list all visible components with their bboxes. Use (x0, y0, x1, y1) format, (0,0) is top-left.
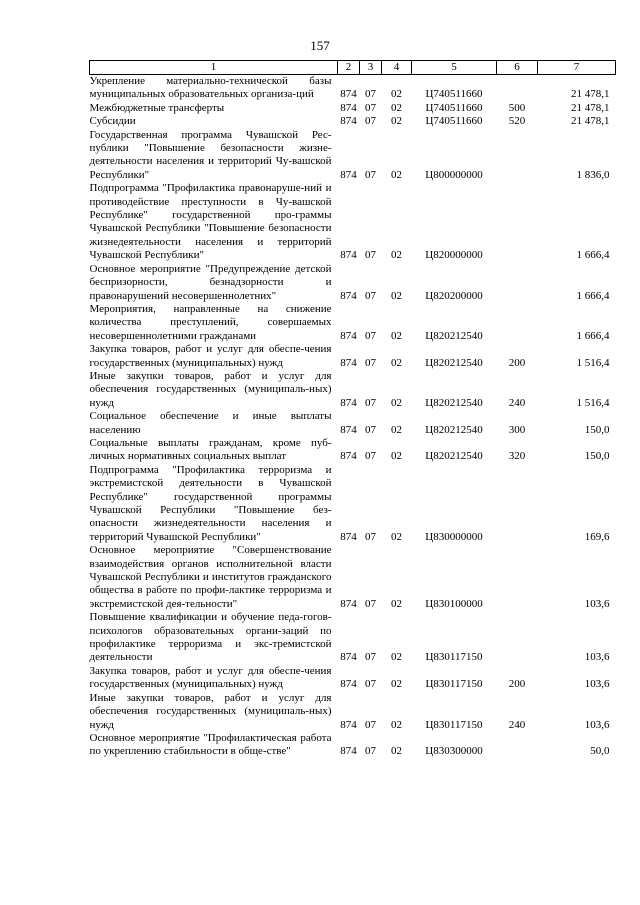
row-expense-type: 240 (508, 718, 526, 731)
row-target-article: Ц820212540 (425, 329, 483, 342)
row-name: Государственная программа Чувашской Рес-публики "Повышение безопасности жизне-деятельности населения и территорий Чу-вашской Республики" (89, 128, 332, 181)
row-name: Закупка товаров, работ и услуг для обеспе-чения государственных (муниципальных) нужд (89, 343, 332, 369)
table-row (90, 544, 616, 611)
row-section-code: 07 (365, 88, 376, 101)
row-subsection-code: 02 (391, 530, 402, 543)
row-name: Основное мероприятие "Профилактическая работа по укреплению стабильности в обще-стве" (89, 731, 332, 758)
row-section-code: 07 (365, 356, 376, 369)
row-section-code: 07 (365, 597, 376, 610)
row-amount: 169,6 (584, 530, 610, 543)
row-amount: 1 666,4 (576, 289, 610, 302)
column-header-1: 1 (90, 61, 338, 75)
table-header (90, 61, 616, 75)
table-row (90, 303, 616, 343)
column-header-5: 5 (412, 61, 497, 75)
row-amount: 21 478,1 (571, 101, 610, 114)
row-name: Закупка товаров, работ и услуг для обеспе-чения государственных (муниципальных) нужд (89, 664, 332, 691)
table-body (90, 75, 616, 759)
row-ministry-code: 874 (340, 651, 357, 664)
row-subsection-code: 02 (391, 718, 402, 731)
row-amount: 1 516,4 (576, 396, 610, 409)
row-expense-type (497, 544, 538, 611)
row-amount: 21 478,1 (571, 88, 610, 101)
row-target-article: Ц740511660 (425, 101, 483, 114)
row-subsection-code: 02 (391, 745, 402, 758)
row-subsection-code: 02 (391, 651, 402, 664)
row-target-article: Ц830100000 (425, 597, 483, 610)
row-ministry-code: 874 (340, 718, 357, 731)
row-section-code: 07 (365, 115, 376, 128)
row-target-article: Ц830117150 (425, 718, 483, 731)
row-subsection-code: 02 (391, 115, 402, 128)
row-ministry-code: 874 (340, 115, 357, 128)
row-expense-type: 200 (508, 356, 526, 369)
row-subsection-code: 02 (391, 450, 402, 463)
row-amount: 103,6 (584, 718, 610, 731)
table-row (90, 263, 616, 303)
column-header-2: 2 (338, 61, 360, 75)
row-expense-type (497, 303, 538, 343)
row-subsection-code: 02 (391, 88, 402, 101)
row-section-code: 07 (365, 168, 376, 181)
row-ministry-code: 874 (340, 289, 357, 302)
row-target-article: Ц800000000 (425, 168, 483, 181)
row-target-article: Ц740511660 (425, 115, 483, 128)
row-ministry-code: 874 (340, 678, 357, 691)
row-name: Подпрограмма "Профилактика правонаруше-ний и противодействие преступности в Чу-вашской Республике" государственной про-граммы Чувашской Республики "Повышение безопасности жизнедеятельности населения и территорий Чувашской Республики" (89, 182, 332, 262)
table-row (90, 692, 616, 732)
table-row (90, 464, 616, 544)
row-name: Подпрограмма "Профилактика терроризма и экстремистской деятельности в Чувашской Республике" государственной программы Чувашской Республики "Повышение без-опасности жизнедеятельности населения и территорий Чувашской Республики" (89, 463, 332, 543)
row-ministry-code: 874 (340, 168, 357, 181)
row-section-code: 07 (365, 450, 376, 463)
row-section-code: 07 (365, 289, 376, 302)
row-name: Социальное обеспечение и иные выплаты населению (89, 410, 332, 436)
column-header-7: 7 (538, 61, 616, 75)
row-section-code: 07 (365, 718, 376, 731)
row-target-article: Ц820212540 (425, 450, 483, 463)
row-name: Основное мероприятие "Предупреждение детской беспризорности, безнадзорности и правонарушений несовершеннолетних" (89, 262, 332, 302)
row-expense-type (497, 263, 538, 303)
table-row (90, 115, 616, 128)
row-expense-type: 300 (508, 423, 526, 436)
row-amount: 1 516,4 (576, 356, 610, 369)
row-target-article: Ц820212540 (425, 396, 483, 409)
row-expense-type: 520 (508, 115, 526, 128)
row-subsection-code: 02 (391, 423, 402, 436)
row-name: Субсидии (89, 115, 136, 128)
row-target-article: Ц830117150 (425, 678, 483, 691)
table-row (90, 129, 616, 183)
table-row (90, 370, 616, 410)
table-row (90, 665, 616, 692)
row-expense-type (497, 611, 538, 665)
row-ministry-code: 874 (340, 356, 357, 369)
row-ministry-code: 874 (340, 101, 357, 114)
row-amount: 103,6 (584, 597, 610, 610)
row-target-article: Ц820212540 (425, 423, 483, 436)
row-expense-type (497, 129, 538, 183)
row-section-code: 07 (365, 745, 376, 758)
row-target-article: Ц820200000 (425, 289, 483, 302)
row-subsection-code: 02 (391, 597, 402, 610)
row-section-code: 07 (365, 101, 376, 114)
table-row (90, 732, 616, 759)
row-target-article: Ц830300000 (425, 745, 483, 758)
row-section-code: 07 (365, 678, 376, 691)
table-row (90, 437, 616, 464)
row-section-code: 07 (365, 423, 376, 436)
row-expense-type (497, 732, 538, 759)
budget-table (89, 60, 616, 759)
row-expense-type: 500 (508, 101, 526, 114)
column-header-4: 4 (382, 61, 412, 75)
row-amount: 1 836,0 (576, 168, 610, 181)
row-section-code: 07 (365, 396, 376, 409)
row-subsection-code: 02 (391, 356, 402, 369)
row-name: Иные закупки товаров, работ и услуг для обеспечения государственных (муниципаль-ных) нужд (89, 691, 332, 731)
row-name: Мероприятия, направленные на снижение количества преступлений, совершаемых несовершеннолетними гражданами (89, 302, 332, 342)
row-amount: 150,0 (584, 450, 610, 463)
row-ministry-code: 874 (340, 597, 357, 610)
row-section-code: 07 (365, 530, 376, 543)
row-amount: 103,6 (584, 678, 610, 691)
table-row (90, 410, 616, 437)
row-expense-type (497, 464, 538, 544)
row-section-code: 07 (365, 651, 376, 664)
row-expense-type (497, 75, 538, 102)
row-name: Социальные выплаты гражданам, кроме пуб-личных нормативных социальных выплат (89, 436, 332, 463)
row-target-article: Ц830000000 (425, 530, 483, 543)
row-target-article: Ц830117150 (425, 651, 483, 664)
row-name: Иные закупки товаров, работ и услуг для обеспечения государственных (муниципаль-ных) нужд (89, 369, 332, 409)
row-amount: 1 666,4 (576, 249, 610, 262)
row-ministry-code: 874 (340, 88, 357, 101)
row-name: Укрепление материально-технической базы муниципальных образовательных организа-ций (89, 75, 332, 101)
row-expense-type (497, 182, 538, 262)
row-amount: 50,0 (590, 745, 610, 758)
row-name: Повышение квалификации и обучение педа-гогов-психологов образовательных органи-заций по профилактике терроризма и экс-тремистской деятельности (89, 611, 332, 664)
row-name: Межбюджетные трансферты (89, 101, 225, 114)
row-amount: 21 478,1 (571, 115, 610, 128)
row-expense-type: 240 (508, 396, 526, 409)
row-subsection-code: 02 (391, 249, 402, 262)
table-row (90, 611, 616, 665)
row-amount: 103,6 (584, 651, 610, 664)
row-expense-type: 200 (508, 678, 526, 691)
table-row (90, 102, 616, 115)
table-row (90, 75, 616, 102)
row-subsection-code: 02 (391, 101, 402, 114)
row-ministry-code: 874 (340, 450, 357, 463)
row-ministry-code: 874 (340, 396, 357, 409)
table-row (90, 343, 616, 370)
row-amount: 1 666,4 (576, 329, 610, 342)
row-name: Основное мероприятие "Совершенствование взаимодействия органов исполнительной власти Чувашской Республики и институтов гражданского общества в работе по профи-лактике терроризма и экстремистской дея-тельности" (89, 544, 332, 610)
row-ministry-code: 874 (340, 530, 357, 543)
row-target-article: Ц820000000 (425, 249, 483, 262)
row-subsection-code: 02 (391, 678, 402, 691)
row-subsection-code: 02 (391, 168, 402, 181)
column-header-3: 3 (360, 61, 382, 75)
row-expense-type: 320 (508, 450, 526, 463)
row-subsection-code: 02 (391, 396, 402, 409)
row-target-article: Ц740511660 (425, 88, 483, 101)
page-number: 157 (310, 38, 330, 53)
row-section-code: 07 (365, 249, 376, 262)
row-target-article: Ц820212540 (425, 356, 483, 369)
column-header-6: 6 (497, 61, 538, 75)
table-row (90, 182, 616, 262)
row-amount: 150,0 (584, 423, 610, 436)
row-ministry-code: 874 (340, 329, 357, 342)
row-section-code: 07 (365, 329, 376, 342)
row-subsection-code: 02 (391, 329, 402, 342)
row-subsection-code: 02 (391, 289, 402, 302)
row-ministry-code: 874 (340, 423, 357, 436)
row-ministry-code: 874 (340, 745, 357, 758)
row-ministry-code: 874 (340, 249, 357, 262)
